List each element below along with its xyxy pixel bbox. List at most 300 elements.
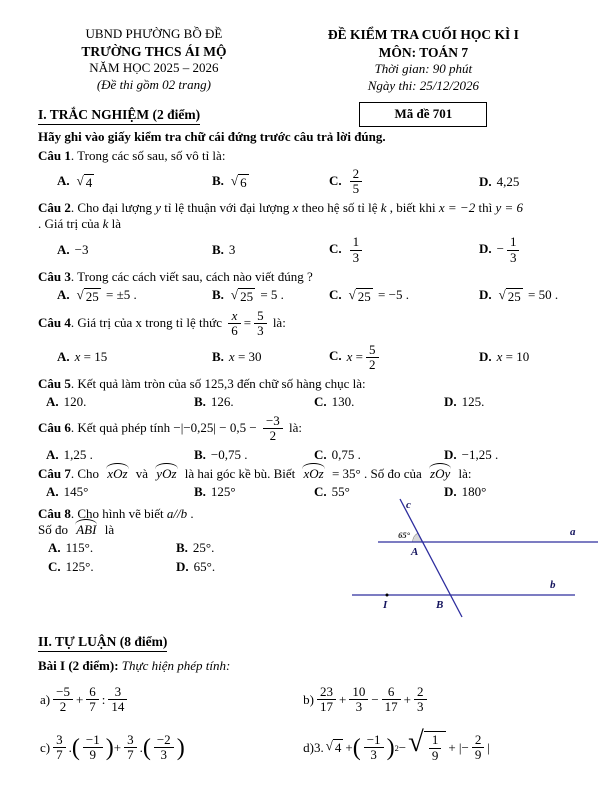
- fraction-numerator: 3: [124, 733, 137, 748]
- math-frac: [472, 733, 485, 763]
- issuing-authority: UBND PHƯỜNG BỒ ĐỀ: [85, 26, 223, 41]
- math-txt: |: [487, 739, 490, 755]
- math-txt: −3: [74, 242, 89, 258]
- math-sqrt: [349, 288, 373, 305]
- exam-duration: Thời gian: 90 phút: [374, 61, 473, 77]
- question-8-options: [38, 540, 340, 575]
- math-txt: a): [40, 691, 51, 707]
- math-lp: (: [352, 734, 361, 761]
- fraction-denominator: 7: [127, 747, 134, 763]
- bai1-expressions: [38, 684, 577, 764]
- math-b: A.: [48, 539, 61, 555]
- math-txt: 25: [357, 288, 371, 304]
- math-hat: xOz: [107, 465, 128, 481]
- q3-option-b: [212, 287, 329, 305]
- radical-sign: √: [76, 286, 84, 302]
- math-txt: 145°: [63, 483, 89, 499]
- angle-65-label: 65°: [397, 529, 410, 540]
- radical-sign: √: [230, 286, 239, 302]
- math-txt: 125°: [210, 483, 236, 499]
- section1-heading: I. TRẮC NGHIỆM (2 điểm): [38, 107, 577, 125]
- math-txt: = 50 .: [524, 286, 559, 302]
- math-b: B.: [212, 349, 224, 365]
- expression-b: [303, 684, 577, 716]
- math-b: B.: [194, 446, 206, 462]
- q3-option-d: [479, 287, 577, 305]
- math-b: C.: [314, 483, 327, 499]
- q2-option-d: [479, 234, 577, 266]
- q5-option-d: [444, 394, 577, 410]
- question-1-options: [38, 166, 577, 198]
- label-b: b: [549, 578, 556, 591]
- math-txt: là: [101, 521, 115, 537]
- math-b: B.: [194, 394, 206, 410]
- fraction-denominator: 3: [355, 699, 363, 715]
- fraction-numerator: 3: [108, 685, 127, 700]
- fraction-denominator: 9: [431, 747, 439, 763]
- math-frac: [124, 733, 137, 763]
- section1-instruction: Hãy ghi vào giấy kiểm tra chữ cái đứng trước câu trả lời đúng.: [38, 128, 386, 144]
- math-b: A.: [46, 446, 59, 462]
- math-it: x: [74, 349, 81, 365]
- fraction-numerator: 5: [254, 309, 267, 324]
- math-txt: b): [303, 691, 314, 707]
- math-txt: tỉ lệ thuận với đại lượng: [161, 200, 293, 216]
- math-frac: [382, 685, 401, 715]
- math-b: D.: [479, 241, 492, 257]
- math-txt: .: [68, 739, 72, 755]
- math-b: B.: [212, 242, 224, 258]
- math-txt: −0,75 .: [210, 446, 248, 462]
- math-b: C.: [329, 241, 342, 257]
- math-b: Câu 1: [38, 147, 71, 163]
- question-2-stem-line1: [38, 200, 577, 216]
- math-txt: = ±5 .: [102, 286, 137, 302]
- math-it: x: [346, 348, 353, 364]
- math-txt: là:: [285, 419, 303, 435]
- question-2-stem-line2: [38, 216, 577, 232]
- fraction-numerator: 1: [429, 733, 442, 748]
- math-txt: 0,75 .: [331, 446, 361, 462]
- fraction-numerator: 1: [350, 235, 363, 250]
- math-frac: [349, 685, 368, 715]
- fraction-denominator: 7: [89, 699, 96, 715]
- math-sqrt: [77, 288, 101, 305]
- math-txt: = 15: [80, 349, 108, 365]
- math-txt: d): [303, 739, 314, 755]
- question-8-stem-line2: [38, 522, 340, 538]
- question-6-options: [38, 447, 577, 463]
- math-txt: 25: [240, 288, 254, 304]
- radicand: [333, 739, 344, 756]
- exam-title: ĐỀ KIỂM TRA CUỐI HỌC KÌ I: [327, 27, 519, 42]
- math-frac: [350, 235, 363, 265]
- math-it: y = 6: [495, 200, 523, 216]
- q8-option-d: [176, 559, 340, 575]
- math-txt: 4: [85, 174, 93, 190]
- math-frac: [154, 733, 174, 763]
- math-txt: là:: [269, 314, 286, 330]
- question-4-stem: [38, 308, 577, 340]
- math-txt: 25: [85, 288, 99, 304]
- radical-sign: √: [230, 172, 239, 188]
- math-txt: . Giá trị của: [38, 216, 103, 232]
- question-1-stem: [38, 148, 577, 164]
- math-txt: 125.: [461, 394, 485, 410]
- q8-option-b: [176, 540, 340, 556]
- fraction-numerator: 10: [349, 685, 368, 700]
- math-frac: [53, 733, 66, 763]
- angle-marker: [412, 533, 422, 542]
- math-txt: theo hệ số tỉ lệ: [298, 200, 381, 216]
- math-frac: [53, 685, 73, 715]
- question-8-figure-wrap: [340, 495, 577, 624]
- fraction-denominator: 3: [160, 747, 168, 763]
- fraction-numerator: 6: [86, 685, 99, 700]
- fraction-numerator: −2: [154, 733, 174, 748]
- math-txt: Số đo: [38, 521, 72, 537]
- q4-option-d: [479, 349, 577, 365]
- math-txt: , biết khi: [386, 200, 439, 216]
- math-txt: +: [113, 739, 122, 755]
- q6-option-a: [46, 447, 194, 463]
- fraction-numerator: −3: [263, 414, 283, 429]
- label-point-B: B: [435, 598, 444, 611]
- fraction-numerator: −5: [53, 685, 73, 700]
- fraction-denominator: 3: [370, 747, 377, 763]
- radicand: [506, 288, 523, 305]
- math-b: A.: [57, 286, 70, 302]
- q5-option-c: [314, 394, 444, 410]
- math-txt: . Cho đại lượng: [70, 200, 156, 216]
- math-txt: =: [243, 314, 252, 330]
- math-txt: c): [40, 739, 51, 755]
- fraction-denominator: 3: [257, 323, 264, 339]
- math-txt: 3.: [313, 739, 324, 755]
- fraction-denominator: 17: [384, 699, 398, 715]
- math-hat: zOy: [430, 465, 451, 481]
- math-txt: . Cho: [70, 465, 103, 481]
- math-b: B.: [212, 172, 224, 188]
- math-b: Câu 5: [38, 376, 71, 392]
- math-rp: ): [176, 734, 185, 761]
- parallel-lines-figure: [340, 495, 605, 620]
- math-frac: [228, 309, 241, 339]
- math-txt: −1,25 .: [461, 446, 499, 462]
- math-b: Bài I (2 điểm):: [38, 657, 119, 673]
- bai1-heading: [38, 658, 577, 674]
- label-a: a: [569, 525, 576, 538]
- math-sqrt: [499, 288, 523, 305]
- math-txt: 180°: [461, 483, 487, 499]
- math-txt: . Trong các số sau, số vô tỉ là:: [70, 147, 226, 163]
- fraction-numerator: −1: [83, 733, 103, 748]
- math-txt: 65°.: [193, 558, 216, 574]
- math-frac: [414, 685, 427, 715]
- math-frac: [86, 685, 99, 715]
- math-b: D.: [444, 446, 457, 462]
- fraction-numerator: 5: [366, 343, 379, 358]
- question-2-options: [38, 234, 577, 266]
- exam-code-box: Mã đề 701: [359, 102, 487, 127]
- radicand: [238, 174, 249, 191]
- question-3-options: [38, 287, 577, 305]
- math-txt: . Cho hình vẽ biết: [70, 505, 167, 521]
- line-c-transversal: [397, 499, 462, 617]
- math-sqrt: [77, 174, 95, 191]
- math-rp: ): [105, 734, 114, 761]
- math-b: Câu 3: [38, 268, 71, 284]
- math-hat: xOz: [303, 465, 324, 481]
- math-frac: [108, 685, 127, 715]
- fraction-denominator: 3: [509, 249, 517, 265]
- math-b: D.: [479, 349, 492, 365]
- math-b: C.: [329, 348, 342, 364]
- math-txt: là: [108, 216, 122, 232]
- math-b: B.: [176, 539, 188, 555]
- exam-date: Ngày thi: 25/12/2026: [367, 77, 479, 93]
- fraction-numerator: 2: [350, 167, 363, 182]
- math-txt: 25°.: [192, 539, 215, 555]
- fraction-denominator: 6: [231, 323, 238, 339]
- question-4-options: [38, 342, 577, 374]
- math-frac: [364, 733, 384, 763]
- math-txt: +: [345, 739, 353, 755]
- math-sup: 2: [394, 742, 399, 753]
- fraction-denominator: 5: [352, 181, 360, 197]
- math-txt: 25: [507, 288, 521, 304]
- question-5-stem: [38, 376, 577, 392]
- point-I-dot: [385, 593, 388, 596]
- math-txt: −: [371, 691, 379, 707]
- radical-sign: √: [408, 727, 424, 759]
- math-txt: 6: [240, 174, 247, 190]
- q8-option-c: [48, 559, 176, 575]
- math-txt: 130.: [331, 394, 355, 410]
- school-year: NĂM HỌC 2025 – 2026: [89, 60, 219, 76]
- radical-sign: √: [76, 172, 84, 188]
- radicand: [84, 174, 95, 191]
- exam-subject: MÔN: TOÁN 7: [378, 44, 469, 60]
- math-it: x: [496, 349, 503, 365]
- math-b: C.: [314, 394, 327, 410]
- math-txt: = 5 .: [257, 286, 284, 302]
- math-txt: 3: [228, 242, 236, 258]
- math-b: D.: [176, 558, 189, 574]
- q3-option-a: [57, 287, 212, 305]
- math-it: k: [102, 216, 109, 232]
- fraction-numerator: 6: [382, 685, 401, 700]
- math-txt: . Kết quả phép tính −|−0,25| − 0,5 −: [70, 419, 260, 435]
- math-b: A.: [57, 172, 70, 188]
- math-b: C.: [329, 172, 342, 188]
- fraction-numerator: x: [228, 309, 241, 324]
- math-frac: [317, 685, 336, 715]
- q6-option-b: [194, 447, 314, 463]
- math-frac: [366, 343, 379, 373]
- math-frac: [350, 167, 363, 197]
- q4-option-c: [329, 342, 479, 374]
- expression-d: [303, 727, 577, 764]
- q4-option-a: [57, 349, 212, 365]
- math-it: a//b: [166, 505, 188, 521]
- math-lp: (: [71, 734, 80, 761]
- math-sqrt: [231, 288, 255, 305]
- fraction-denominator: 9: [474, 747, 482, 763]
- math-txt: + |−: [448, 739, 469, 755]
- math-txt: =: [352, 348, 364, 364]
- math-txt: là hai góc kề bù. Biết: [181, 465, 299, 481]
- math-sqrt: [408, 727, 446, 764]
- question-8-text: [38, 503, 340, 575]
- math-txt: . Giá trị của x trong tỉ lệ thức: [70, 314, 226, 330]
- expression-c: [40, 731, 303, 764]
- math-txt: −: [398, 739, 407, 755]
- fraction-numerator: 23: [317, 685, 336, 700]
- math-sqrt: [326, 739, 344, 756]
- math-lp: (: [142, 734, 151, 761]
- fraction-denominator: 2: [59, 699, 67, 715]
- math-txt: 1,25 .: [63, 446, 93, 462]
- math-frac: [263, 414, 283, 444]
- math-frac: [83, 733, 103, 763]
- math-sqrt: [231, 174, 249, 191]
- math-b: C.: [329, 286, 342, 302]
- math-b: B.: [194, 483, 206, 499]
- fraction-denominator: 3: [417, 699, 424, 715]
- math-txt: 115°.: [65, 539, 94, 555]
- math-txt: 125°.: [65, 558, 94, 574]
- math-rp: ): [386, 734, 395, 761]
- radical-sign: √: [348, 286, 356, 302]
- fraction-denominator: 9: [89, 747, 97, 763]
- math-b: Câu 8: [38, 505, 71, 521]
- math-txt: 120.: [63, 394, 87, 410]
- q4-option-b: [212, 349, 329, 365]
- radical-sign: √: [325, 738, 333, 754]
- math-txt: 126.: [210, 394, 234, 410]
- math-hat: ABI: [76, 521, 97, 537]
- math-b: D.: [444, 483, 457, 499]
- math-frac: [507, 235, 520, 265]
- q7-option-a: [46, 484, 194, 500]
- math-b: Câu 2: [38, 200, 71, 216]
- pages-note: (Đề thi gồm 02 trang): [96, 77, 211, 93]
- math-txt: 55°: [331, 483, 350, 499]
- fraction-numerator: 2: [414, 685, 427, 700]
- question-3-stem: [38, 269, 577, 285]
- q5-option-a: [46, 394, 194, 410]
- fraction-denominator: 2: [369, 356, 376, 372]
- math-b: A.: [57, 242, 70, 258]
- section2-heading: II. TỰ LUẬN (8 điểm): [38, 634, 577, 652]
- math-txt: +: [338, 691, 347, 707]
- fraction-denominator: 2: [269, 428, 277, 444]
- fraction-numerator: −1: [364, 733, 384, 748]
- math-b: Câu 4: [38, 314, 71, 330]
- math-txt: :: [101, 691, 106, 707]
- q7-option-b: [194, 484, 314, 500]
- header-right-block: [270, 26, 577, 127]
- label-c: c: [405, 498, 411, 511]
- label-point-I: I: [382, 598, 388, 611]
- q6-option-d: [444, 447, 577, 463]
- label-point-A: A: [410, 545, 419, 558]
- radicand: [84, 288, 101, 305]
- math-txt: = −5 .: [374, 286, 409, 302]
- math-b: B.: [212, 286, 224, 302]
- question-5-options: [38, 394, 577, 410]
- question-7-stem: [38, 466, 577, 482]
- q3-option-c: [329, 287, 479, 305]
- math-txt: .: [139, 739, 143, 755]
- math-b: Câu 6: [38, 419, 71, 435]
- radical-sign: √: [498, 286, 506, 302]
- question-6-stem: [38, 413, 577, 445]
- math-b: A.: [46, 394, 59, 410]
- q1-option-c: [329, 166, 479, 198]
- math-b: D.: [444, 394, 457, 410]
- math-txt: và: [132, 465, 152, 481]
- math-it: Thực hiện phép tính:: [118, 657, 231, 673]
- fraction-numerator: 1: [507, 235, 520, 250]
- radicand: [238, 288, 255, 305]
- math-it: x = −2: [438, 200, 476, 216]
- math-b: D.: [479, 286, 492, 302]
- math-txt: = 10: [502, 349, 530, 365]
- math-frac: [429, 733, 442, 763]
- math-it: y: [155, 200, 161, 216]
- math-it: x: [228, 349, 235, 365]
- q2-option-c: [329, 234, 479, 266]
- radicand: [356, 288, 373, 305]
- math-txt: 4: [334, 740, 342, 756]
- q1-option-b: [212, 173, 329, 191]
- math-txt: −: [496, 241, 504, 257]
- fraction-denominator: 14: [111, 699, 125, 715]
- math-txt: +: [75, 691, 84, 707]
- math-txt: 4,25: [496, 173, 520, 189]
- math-it: x: [292, 200, 299, 216]
- q8-option-a: [48, 540, 176, 556]
- math-b: C.: [314, 446, 327, 462]
- math-txt: . Kết quả làm tròn của số 125,3 đến chữ số hàng chục là:: [70, 376, 366, 392]
- expression-a: [40, 684, 303, 716]
- math-txt: là:: [455, 465, 472, 481]
- fraction-numerator: 3: [53, 733, 66, 748]
- school-name: TRƯỜNG THCS ÁI MỘ: [81, 43, 227, 59]
- math-txt: thì: [475, 200, 496, 216]
- math-b: A.: [57, 349, 70, 365]
- radicand: [424, 731, 447, 764]
- q1-option-a: [57, 173, 212, 191]
- question-8-block: [38, 498, 577, 624]
- math-txt: = 35° . Số đo của: [328, 465, 426, 481]
- math-b: A.: [46, 483, 59, 499]
- q2-option-a: [57, 242, 212, 258]
- q6-option-c: [314, 447, 444, 463]
- math-txt: = 30: [234, 349, 262, 365]
- math-frac: [254, 309, 267, 339]
- q2-option-b: [212, 242, 329, 258]
- q1-option-d: [479, 174, 577, 190]
- math-it: k: [380, 200, 387, 216]
- q5-option-b: [194, 394, 314, 410]
- math-b: C.: [48, 558, 61, 574]
- fraction-denominator: 7: [56, 747, 63, 763]
- fraction-denominator: 17: [319, 699, 333, 715]
- math-b: D.: [479, 173, 492, 189]
